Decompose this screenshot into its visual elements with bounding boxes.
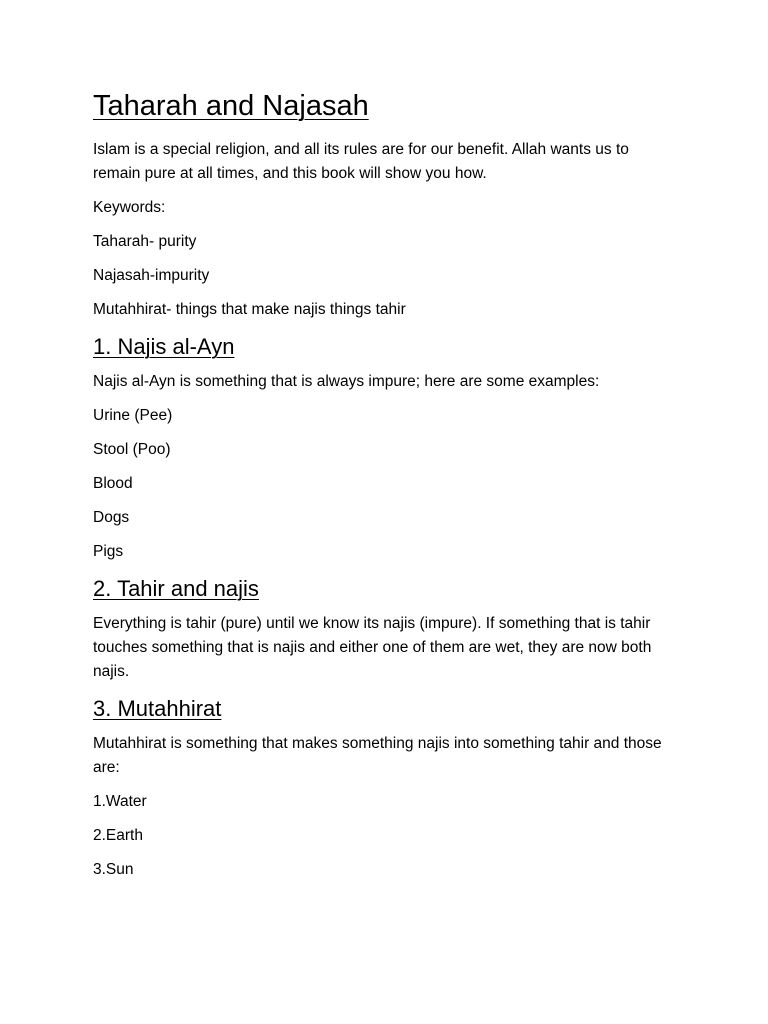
list-item: 1.Water — [93, 793, 147, 810]
list-item: 3.Sun — [93, 861, 134, 878]
section-heading: 1. Najis al-Ayn — [93, 334, 235, 359]
document-page — [93, 86, 678, 892]
section-paragraph: Mutahhirat is something that makes something najis into something tahir and those are: — [93, 735, 662, 776]
list-item: Blood — [93, 475, 133, 492]
list-item: Pigs — [93, 543, 124, 560]
section-paragraph: Everything is tahir (pure) until we know its najis (impure). If something that is tahir touches something that is najis and either one of them are wet, they are now both najis. — [93, 615, 652, 680]
keyword-item: Taharah- purity — [93, 233, 197, 250]
section-najis-al-ayn — [93, 332, 678, 564]
list-item: Urine (Pee) — [93, 407, 173, 424]
list-item: Dogs — [93, 509, 130, 526]
section-heading: 3. Mutahhirat — [93, 696, 222, 721]
keyword-item: Mutahhirat- things that make najis things tahir — [93, 301, 406, 318]
section-tahir-and-najis — [93, 574, 678, 684]
section-paragraph: Najis al-Ayn is something that is always impure; here are some examples: — [93, 373, 600, 390]
page-title: Taharah and Najasah — [93, 90, 369, 122]
keyword-item: Najasah-impurity — [93, 267, 210, 284]
keywords-label: Keywords: — [93, 199, 166, 216]
list-item: 2.Earth — [93, 827, 143, 844]
intro-paragraph: Islam is a special religion, and all its rules are for our benefit. Allah wants us to remain pure at all times, and this book will show you how. — [93, 141, 629, 182]
section-mutahhirat — [93, 694, 678, 882]
list-item: Stool (Poo) — [93, 441, 171, 458]
section-heading: 2. Tahir and najis — [93, 576, 259, 601]
